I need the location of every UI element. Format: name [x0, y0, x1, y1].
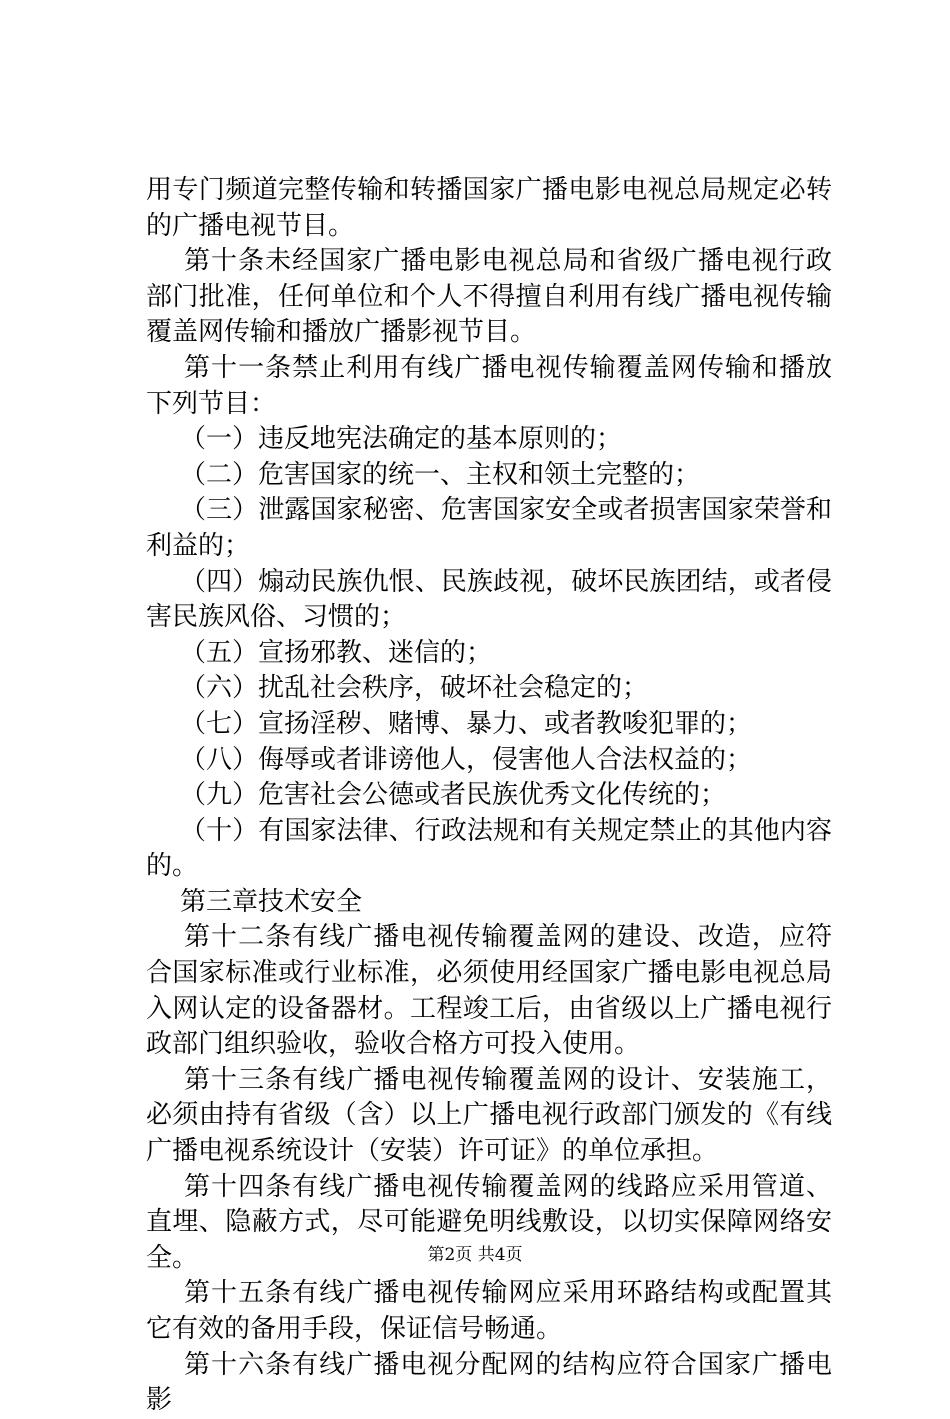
- list-item-5: （五）宣扬邪教、迷信的；: [180, 637, 493, 668]
- list-item-8: （八）侮辱或者诽谤他人，侵害他人合法权益的；: [180, 744, 753, 775]
- article-15: 第十五条有线广播电视传输网应采用环路结构或配置其它有效的备用手段，保证信号畅通。: [146, 1278, 832, 1344]
- document-body: [146, 173, 832, 1419]
- article-14: 第十四条有线广播电视传输覆盖网的线路应采用管道、直埋、隐蔽方式，尽可能避免明线敷设，以切实保障网络安全。: [146, 1171, 832, 1273]
- list-item-1: （一）违反地宪法确定的基本原则的；: [180, 424, 623, 455]
- article-13: 第十三条有线广播电视传输覆盖网的设计、安装施工，必须由持有省级（含）以上广播电视行政部门颁发的《有线广播电视系统设计（安装）许可证》的单位承担。: [146, 1064, 832, 1167]
- list-item-4: （四）煽动民族仇恨、民族歧视，破坏民族团结，或者侵害民族风俗、习惯的；: [146, 566, 832, 633]
- list-item-9: （九）危害社会公德或者民族优秀文化传统的；: [180, 780, 727, 811]
- paragraph-continuation: 用专门频道完整传输和转播国家广播电影电视总局规定必转的广播电视节目。: [146, 175, 832, 241]
- article-10: 第十条未经国家广播电影电视总局和省级广播电视行政部门批准，任何单位和个人不得擅自利用有线广播电视传输覆盖网传输和播放广播影视节目。: [146, 246, 832, 348]
- article-11: 第十一条禁止利用有线广播电视传输覆盖网传输和播放下列节目：: [146, 352, 832, 419]
- list-item-2: （二）危害国家的统一、主权和领土完整的；: [180, 459, 701, 490]
- chapter-heading: 第三章技术安全: [180, 886, 363, 917]
- article-12: 第十二条有线广播电视传输覆盖网的建设、改造，应符合国家标准或行业标准，必须使用经国家广播电影电视总局入网认定的设备器材。工程竣工后，由省级以上广播电视行政部门组织验收，验收合格方可投入使用。: [146, 922, 832, 1060]
- article-16: 第十六条有线广播电视分配网的结构应符合国家广播电影: [146, 1349, 832, 1416]
- list-item-10: （十）有国家法律、行政法规和有关规定禁止的其他内容的。: [146, 815, 832, 882]
- page-number-footer: 第2页 共4页: [427, 1245, 523, 1265]
- list-item-7: （七）宣扬淫秽、赌博、暴力、或者教唆犯罪的；: [180, 708, 753, 739]
- list-item-6: （六）扰乱社会秩序，破坏社会稳定的；: [180, 673, 649, 704]
- list-item-3: （三）泄露国家秘密、危害国家安全或者损害国家荣誉和利益的；: [146, 495, 832, 561]
